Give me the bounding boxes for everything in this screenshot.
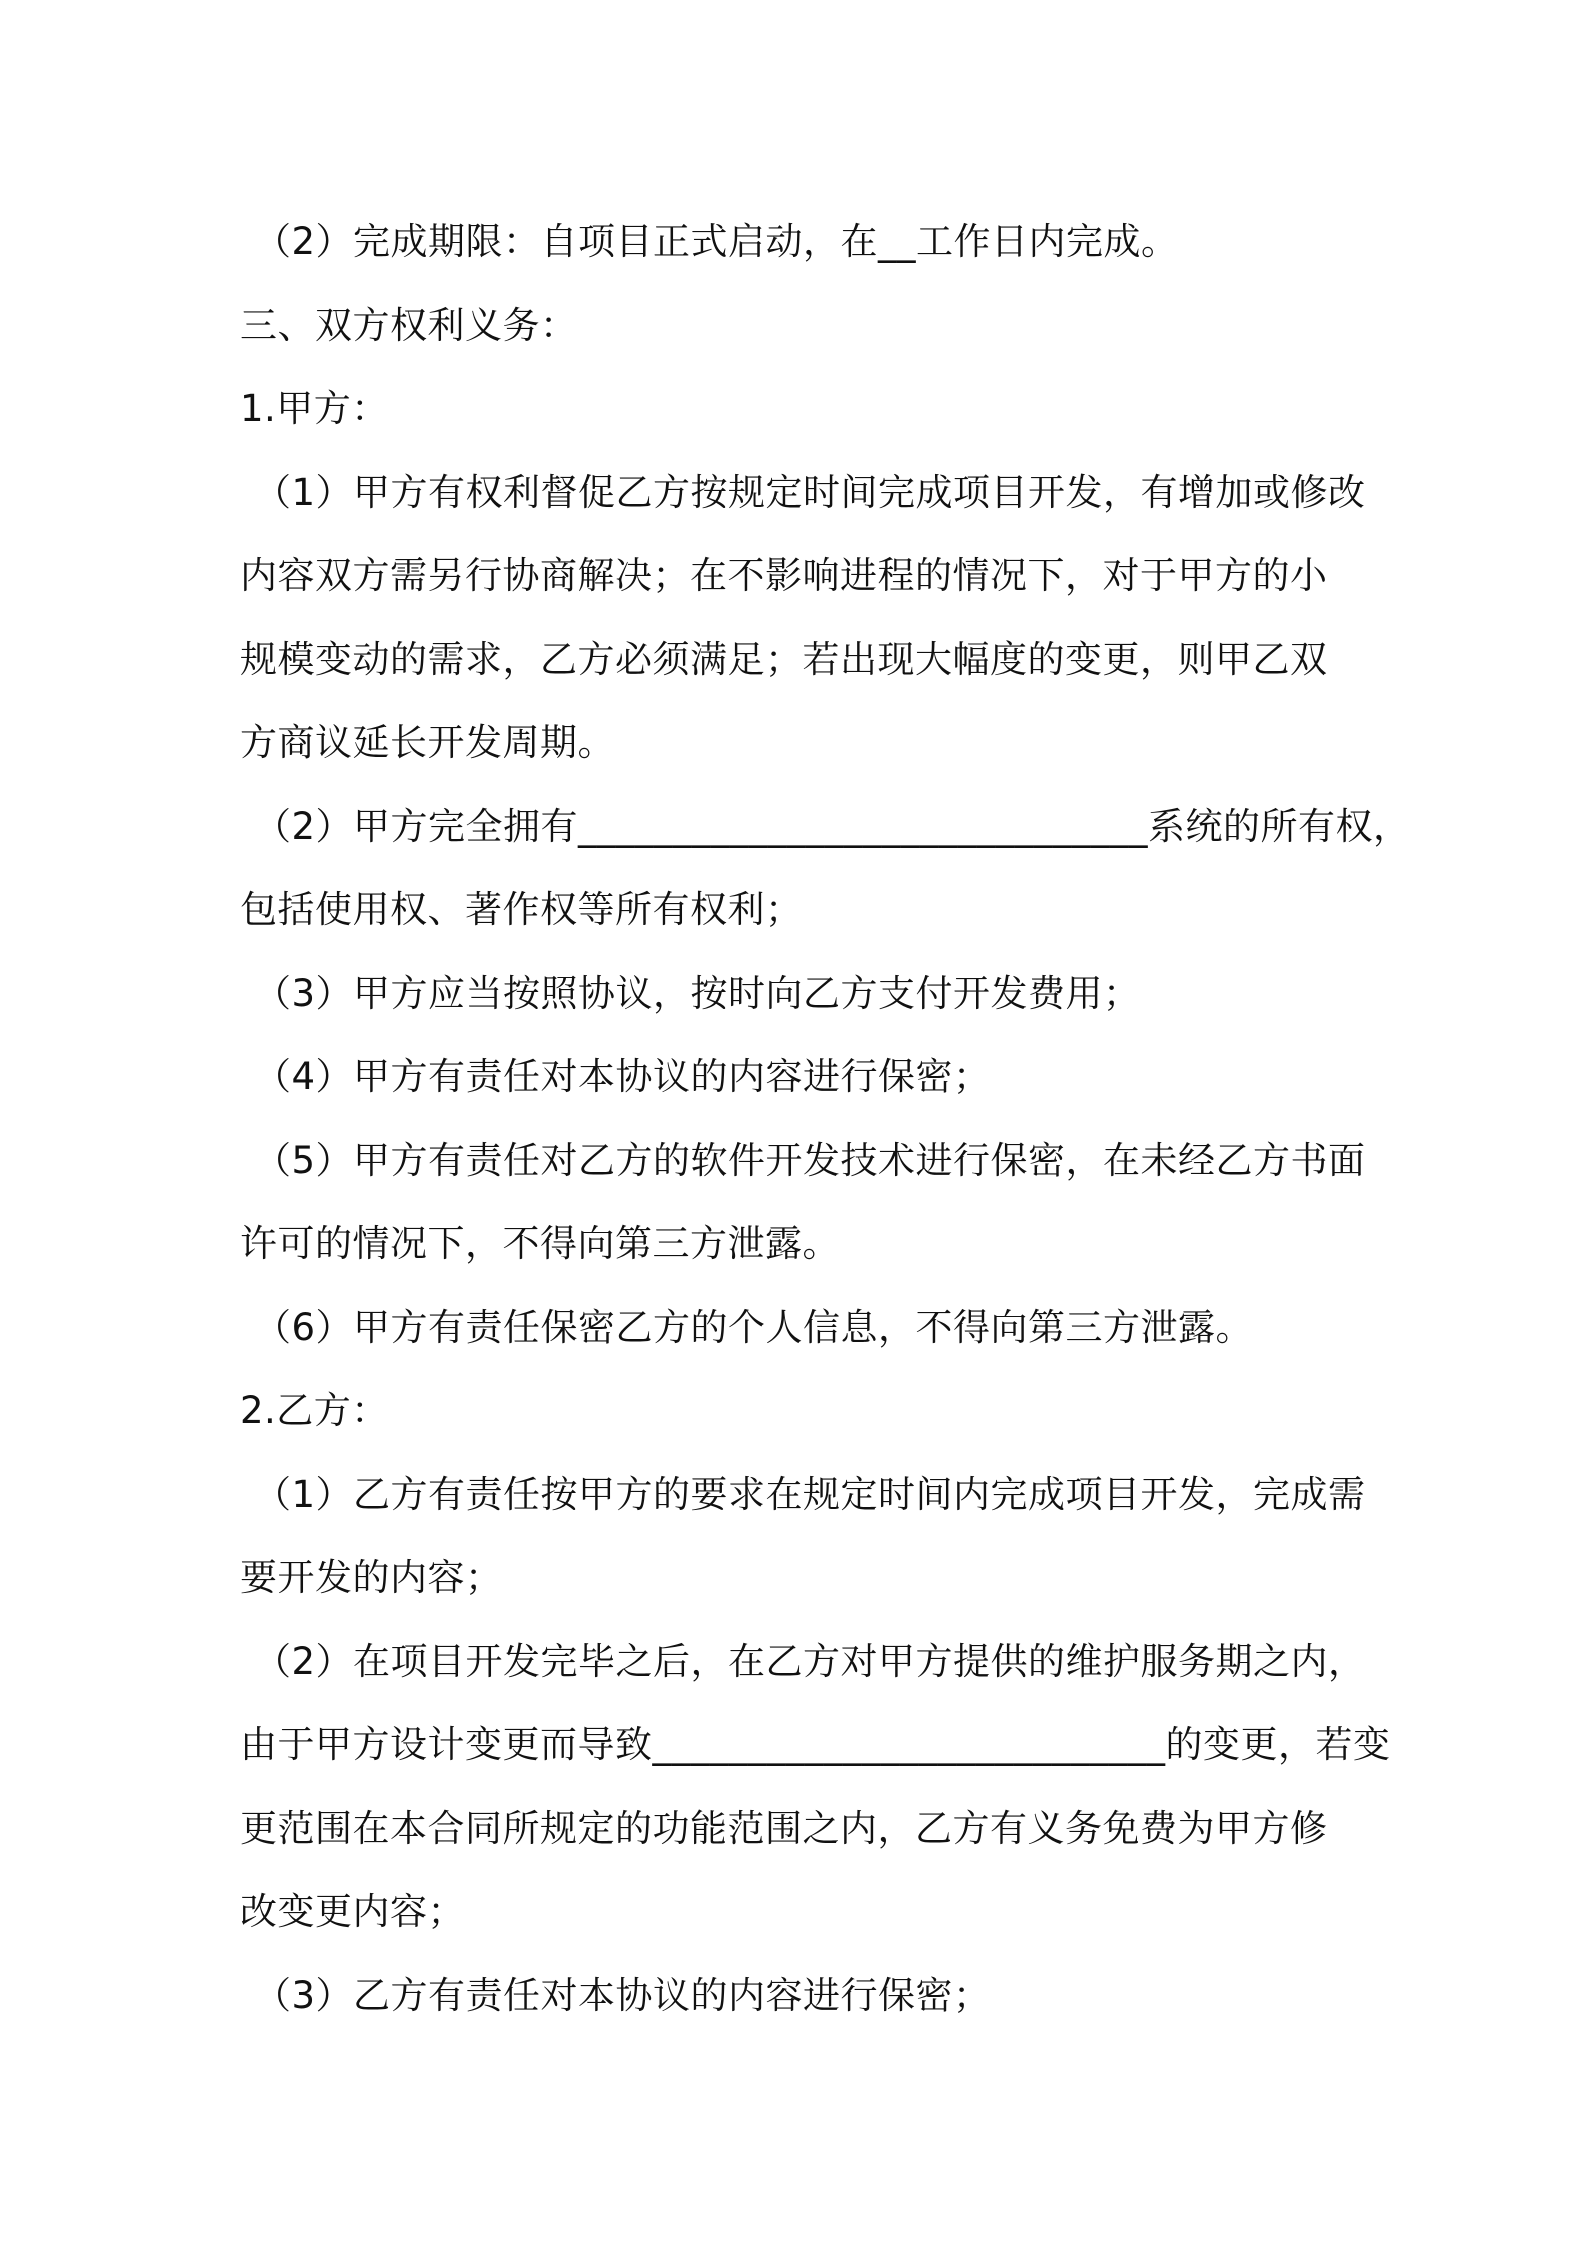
party-a-clause-5-line-2: 许可的情况下，不得向第三方泄露。 — [240, 1222, 840, 1265]
clause-deadline: （2）完成期限：自项目正式启动，在__工作日内完成。 — [254, 220, 1179, 263]
party-a-clause-1-line-1: （1）甲方有权利督促乙方按规定时间完成项目开发，有增加或修改 — [254, 470, 1366, 514]
party-b-clause-2-line-4: 改变更内容； — [240, 1890, 465, 1933]
party-a-clause-1-line-3: 规模变动的需求，乙方必须满足；若出现大幅度的变更，则甲乙双 — [240, 637, 1328, 681]
party-b-heading: 2.乙方： — [240, 1389, 389, 1432]
party-b-clause-2-line-3: 更范围在本合同所规定的功能范围之内，乙方有义务免费为甲方修 — [240, 1806, 1328, 1850]
party-b-clause-1-line-1: （1）乙方有责任按甲方的要求在规定时间内完成项目开发，完成需 — [254, 1472, 1366, 1516]
party-a-clause-4: （4）甲方有责任对本协议的内容进行保密； — [254, 1055, 991, 1098]
party-a-clause-2-line-2: 包括使用权、著作权等所有权利； — [240, 888, 803, 931]
document-body — [240, 200, 1411, 2037]
party-b-clause-2-line-1: （2）在项目开发完毕之后，在乙方对甲方提供的维护服务期之内， — [254, 1639, 1366, 1683]
party-a-clause-2-line-1: （2）甲方完全拥有______________________________系统的所有权， — [254, 804, 1411, 848]
party-a-clause-1-line-2: 内容双方需另行协商解决；在不影响进程的情况下，对于甲方的小 — [240, 554, 1328, 597]
party-a-clause-1-line-4: 方商议延长开发周期。 — [240, 721, 615, 764]
section-heading-rights-obligations: 三、双方权利义务： — [240, 303, 578, 347]
party-a-clause-6: （6）甲方有责任保密乙方的个人信息，不得向第三方泄露。 — [254, 1305, 1254, 1349]
party-b-clause-2-line-2: 由于甲方设计变更而导致___________________________的变更，若变 — [240, 1723, 1391, 1766]
party-a-heading: 1.甲方： — [240, 387, 389, 430]
party-b-clause-1-line-2: 要开发的内容； — [240, 1556, 503, 1599]
party-a-clause-3: （3）甲方应当按照协议，按时向乙方支付开发费用； — [254, 971, 1141, 1015]
party-a-clause-5-line-1: （5）甲方有责任对乙方的软件开发技术进行保密，在未经乙方书面 — [254, 1138, 1366, 1182]
party-b-clause-3: （3）乙方有责任对本协议的内容进行保密； — [254, 1973, 991, 2017]
